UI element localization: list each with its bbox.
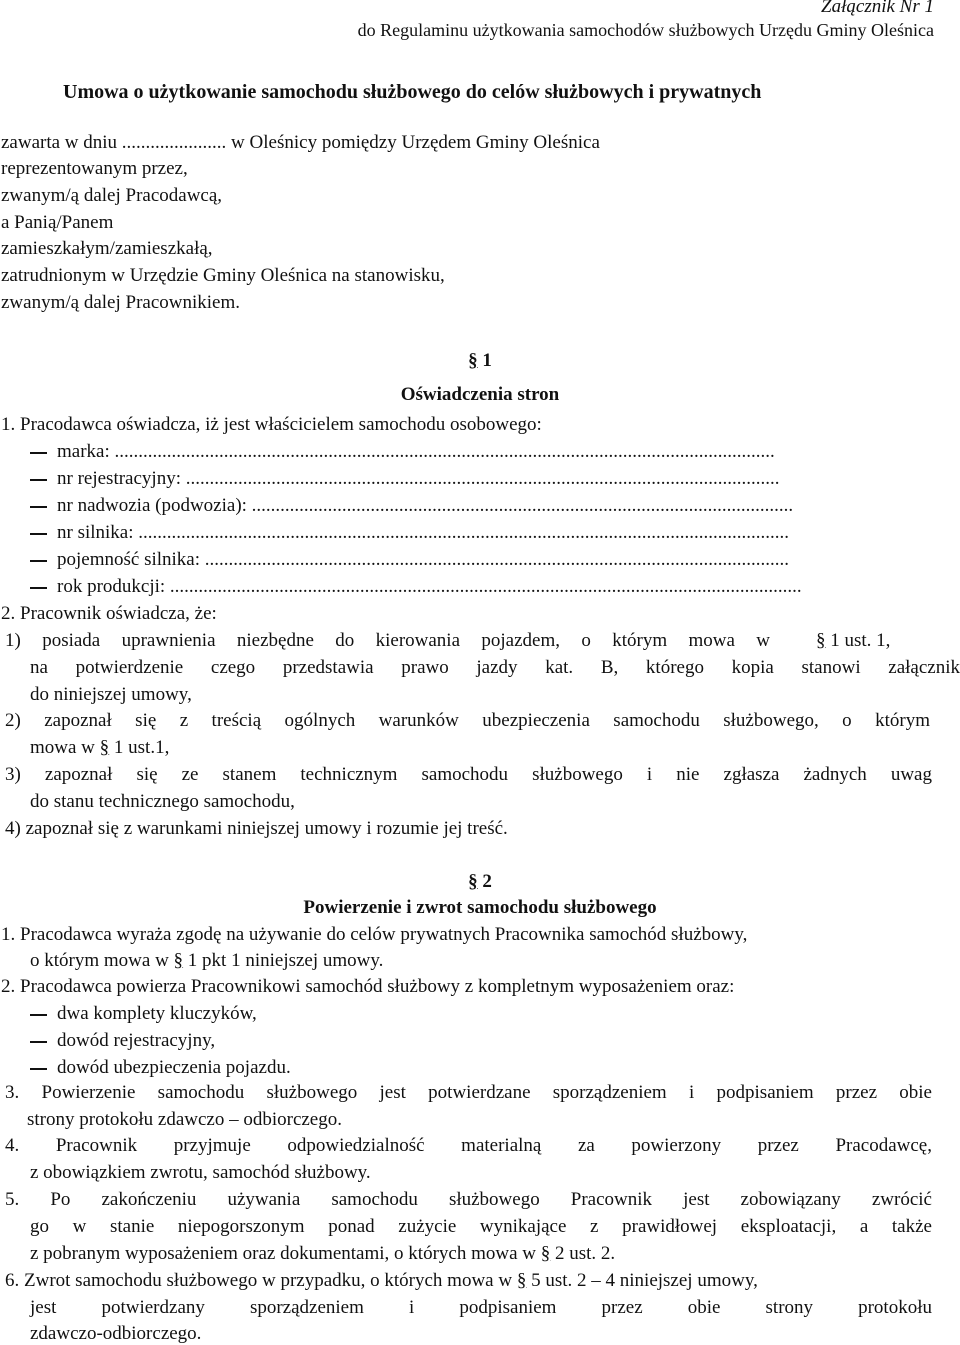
- dash-bullet: [30, 452, 47, 454]
- section-2-paragraph-6-line-2: jest potwierdzany sporządzeniem i podpisaniem przez obie strony protokołu: [30, 1297, 932, 1318]
- field-registration: nr rejestracyjny: .............................................................................................................................: [57, 468, 780, 489]
- field-brand: marka: ...........................................................................................................................................: [57, 441, 775, 462]
- intro-line-person: a Panią/Panem: [1, 212, 114, 233]
- field-body-number: nr nadwozia (podwozia): ..................................................................................................................: [57, 495, 794, 516]
- section-2-paragraph-1: 1. Pracodawca wyraża zgodę na używanie do celów prywatnych Pracownika samochód służbowy,: [1, 924, 748, 945]
- dash-bullet: [30, 1068, 47, 1070]
- intro-line-employer: zwanym/ą dalej Pracodawcą,: [1, 185, 223, 206]
- section-2-paragraph-1-cont: o którym mowa w § 1 pkt 1 niniejszej umowy.: [30, 950, 384, 971]
- intro-line-employee: zwanym/ą dalej Pracownikiem.: [1, 292, 241, 313]
- intro-line-position: zatrudnionym w Urzędzie Gminy Oleśnica na stanowisku,: [1, 265, 445, 286]
- item-1-line-2: na potwierdzenie czego przedstawia prawo jazdy kat. B, którego kopia stanowi załącznik: [30, 657, 960, 678]
- field-engine-number: nr silnika: .........................................................................................................................................: [57, 522, 790, 543]
- dash-bullet: [30, 506, 47, 508]
- equipment-item: dowód ubezpieczenia pojazdu.: [57, 1057, 291, 1078]
- annex-subtitle: do Regulaminu użytkowania samochodów służbowych Urzędu Gminy Oleśnica: [357, 20, 934, 40]
- field-engine-capacity: pojemność silnika: ...........................................................................................................................: [57, 549, 790, 570]
- section-2-paragraph-4: 4. Pracownik przyjmuje odpowiedzialność materialną za powierzony przez Pracodawcę,: [5, 1135, 932, 1156]
- equipment-item: dwa komplety kluczyków,: [57, 1003, 257, 1024]
- intro-line-date: zawarta w dniu ...................... w Oleśnicy pomiędzy Urzędem Gminy Oleśnica: [1, 132, 600, 153]
- section-2-paragraph-4-cont: z obowiązkiem zwrotu, samochód służbowy.: [30, 1162, 371, 1183]
- item-1-line-1: 1) posiada uprawnienia niezbędne do kierowania pojazdem, o którym mowa w: [5, 630, 770, 651]
- item-4: 4) zapoznał się z warunkami niniejszej umowy i rozumie jej treść.: [5, 818, 508, 839]
- item-1-ref: § 1 ust. 1,: [816, 630, 891, 651]
- dash-bullet: [30, 533, 47, 535]
- section-2-paragraph-5-line-2: go w stanie niepogorszonym ponad zużycie wynikające z prawidłowej eksploatacji, a także: [30, 1216, 932, 1237]
- dash-bullet: [30, 479, 47, 481]
- item-3-line-1: 3) zapoznał się ze stanem technicznym samochodu służbowego i nie zgłasza żadnych uwag: [5, 764, 932, 785]
- section-2-paragraph-3: 3. Powierzenie samochodu służbowego jest potwierdzane sporządzeniem i podpisaniem przez obie: [5, 1082, 932, 1103]
- section-1-heading: Oświadczenia stron: [400, 384, 560, 405]
- section-2-number: § 2: [468, 871, 492, 892]
- item-1-line-3: do niniejszej umowy,: [30, 684, 192, 705]
- section-2-heading: Powierzenie i zwrot samochodu służbowego: [303, 897, 657, 918]
- section-2-paragraph-5: 5. Po zakończeniu używania samochodu służbowego Pracownik jest zobowiązany zwrócić: [5, 1189, 932, 1210]
- intro-line-address: zamieszkałym/zamieszkałą,: [1, 238, 213, 259]
- item-2-line-2: mowa w § 1 ust.1,: [30, 737, 170, 758]
- dash-bullet: [30, 587, 47, 589]
- section-1-paragraph-2: 2. Pracownik oświadcza, że:: [1, 603, 217, 624]
- section-2-paragraph-2: 2. Pracodawca powierza Pracownikowi samochód służbowy z kompletnym wyposażeniem oraz:: [1, 976, 735, 997]
- section-2-paragraph-6: 6. Zwrot samochodu służbowego w przypadku, o których mowa w § 5 ust. 2 – 4 niniejszej umowy,: [5, 1270, 758, 1291]
- section-2-paragraph-6-line-3: zdawczo-odbiorczego.: [30, 1323, 202, 1344]
- section-2-paragraph-5-line-3: z pobranym wyposażeniem oraz dokumentami, o których mowa w § 2 ust. 2.: [30, 1243, 616, 1264]
- item-2-line-1: 2) zapoznał się z treścią ogólnych warunków ubezpieczenia samochodu służbowego, o którym: [5, 710, 930, 731]
- intro-line-represented: reprezentowanym przez,: [1, 158, 188, 179]
- document-title: Umowa o użytkowanie samochodu służbowego do celów służbowych i prywatnych: [63, 81, 762, 103]
- dash-bullet: [30, 1014, 47, 1016]
- equipment-item: dowód rejestracyjny,: [57, 1030, 216, 1051]
- dash-bullet: [30, 560, 47, 562]
- field-production-year: rok produkcji: .....................................................................................................................................: [57, 576, 802, 597]
- item-3-line-2: do stanu technicznego samochodu,: [30, 791, 295, 812]
- section-2-paragraph-3-cont: strony protokołu zdawczo – odbiorczego.: [27, 1109, 342, 1130]
- section-1-number: § 1: [468, 350, 492, 371]
- dash-bullet: [30, 1041, 47, 1043]
- annex-number: Załącznik Nr 1: [821, 0, 934, 17]
- section-1-paragraph-1: 1. Pracodawca oświadcza, iż jest właścicielem samochodu osobowego:: [1, 414, 542, 435]
